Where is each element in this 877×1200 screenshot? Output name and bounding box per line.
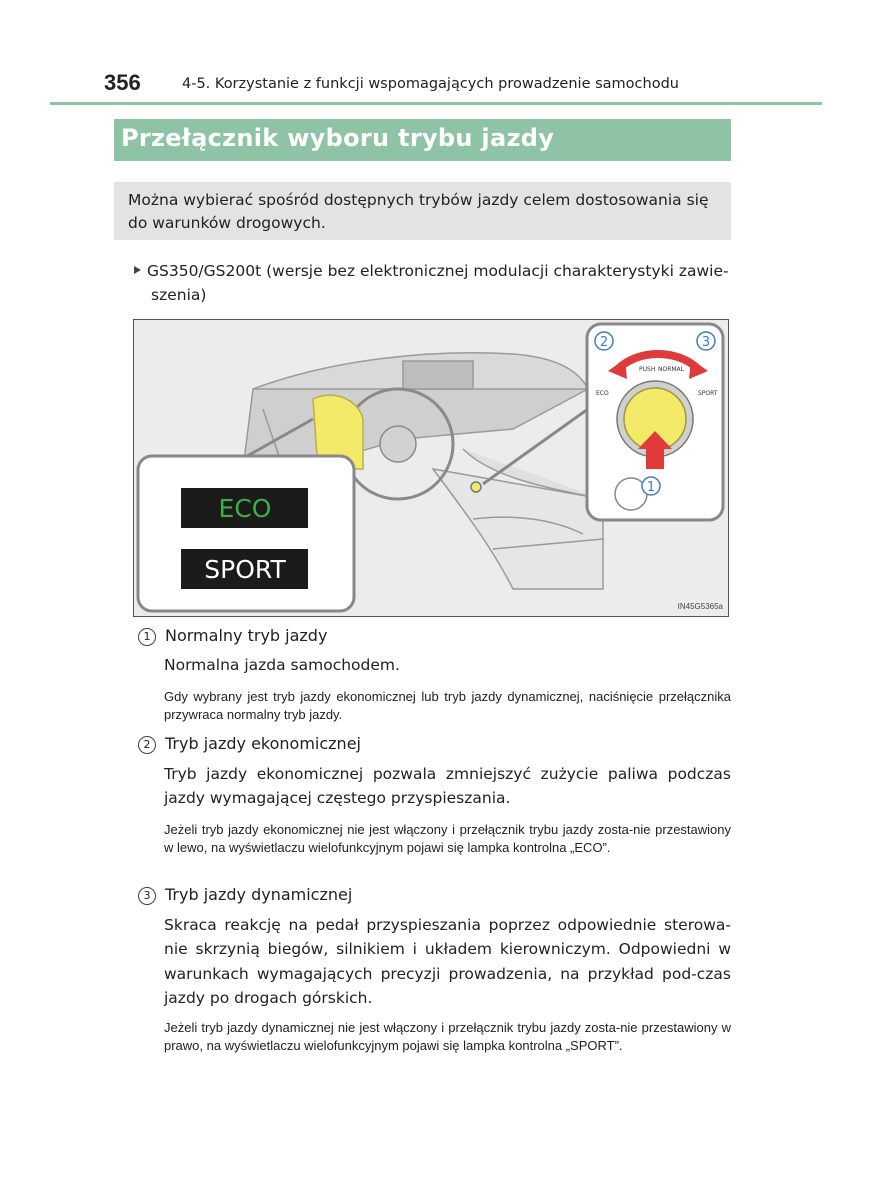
item-3-title: Tryb jazdy dynamicznej bbox=[165, 885, 353, 904]
page-number: 356 bbox=[104, 70, 141, 95]
bullet-line-2: szenia) bbox=[151, 286, 207, 304]
item-1-number: 1 bbox=[138, 628, 156, 646]
eco-indicator-label: ECO bbox=[218, 494, 272, 523]
section-title: Przełącznik wyboru trybu jazdy bbox=[121, 124, 555, 152]
sport-indicator-label: SPORT bbox=[204, 555, 286, 584]
intro-box bbox=[114, 182, 731, 240]
knob-label-eco: ECO bbox=[596, 390, 609, 397]
intro-text: Można wybierać spośród dostępnych trybów jazdy celem dostosowania się do warunków drogowych. bbox=[128, 191, 709, 232]
item-2-body: Tryb jazdy ekonomicznej pozwala zmniejszyć zużycie paliwa podczas jazdy wymagającej częstego przyspieszania. bbox=[164, 765, 731, 808]
callout-1: 1 bbox=[646, 480, 656, 495]
bullet-arrow-icon bbox=[134, 266, 141, 274]
callout-2: 2 bbox=[599, 335, 609, 350]
item-3-body: Skraca reakcję na pedał przyspieszania poprzez odpowiednie sterowa-nie skrzynią biegów, silnikiem i układem kierowniczym. Odpowiedni w warunkach wymagających precyzji prowadzenia, na przykład pod-czas jazdy po drogach górskich. bbox=[164, 916, 731, 1008]
model-bullet bbox=[134, 259, 734, 307]
item-3-heading bbox=[138, 885, 352, 905]
item-3-note: Jeżeli tryb jazdy dynamicznej nie jest włączony i przełącznik trybu jazdy zosta-nie przestawiony w prawo, na wyświetlaczu wielofunkcyjnym pojawi się lampka kontrolna „SPORT”. bbox=[164, 1020, 731, 1053]
image-code: IN45G5365a bbox=[677, 602, 723, 611]
item-2-number: 2 bbox=[138, 736, 156, 754]
item-3-number: 3 bbox=[138, 887, 156, 905]
bullet-line-1: GS350/GS200t (wersje bez elektronicznej modulacji charakterystyki zawie- bbox=[147, 262, 729, 280]
item-2-title: Tryb jazdy ekonomicznej bbox=[165, 734, 361, 753]
page-header bbox=[50, 70, 822, 106]
drive-mode-figure bbox=[133, 319, 729, 617]
item-2-note: Jeżeli tryb jazdy ekonomicznej nie jest włączony i przełącznik trybu jazdy zosta-nie przestawiony w lewo, na wyświetlaczu wielofunkcyjnym pojawi się lampka kontrolna „ECO”. bbox=[164, 822, 731, 855]
section-title-bar bbox=[114, 119, 731, 161]
item-1-body: Normalna jazda samochodem. bbox=[164, 656, 400, 674]
header-divider bbox=[50, 102, 822, 105]
item-1-note: Gdy wybrany jest tryb jazdy ekonomicznej lub tryb jazdy dynamicznej, naciśnięcie przełącznika przywraca normalny tryb jazdy. bbox=[164, 689, 731, 722]
knob-label-push: PUSH bbox=[639, 366, 656, 373]
knob-label-normal: NORMAL bbox=[658, 366, 685, 373]
item-1-heading bbox=[138, 626, 327, 646]
callout-3: 3 bbox=[701, 335, 711, 350]
item-1-title: Normalny tryb jazdy bbox=[165, 626, 328, 645]
chapter-title: 4-5. Korzystanie z funkcji wspomagających prowadzenie samochodu bbox=[182, 76, 679, 92]
knob-label-sport: SPORT bbox=[698, 390, 718, 397]
item-2-heading bbox=[138, 734, 361, 754]
